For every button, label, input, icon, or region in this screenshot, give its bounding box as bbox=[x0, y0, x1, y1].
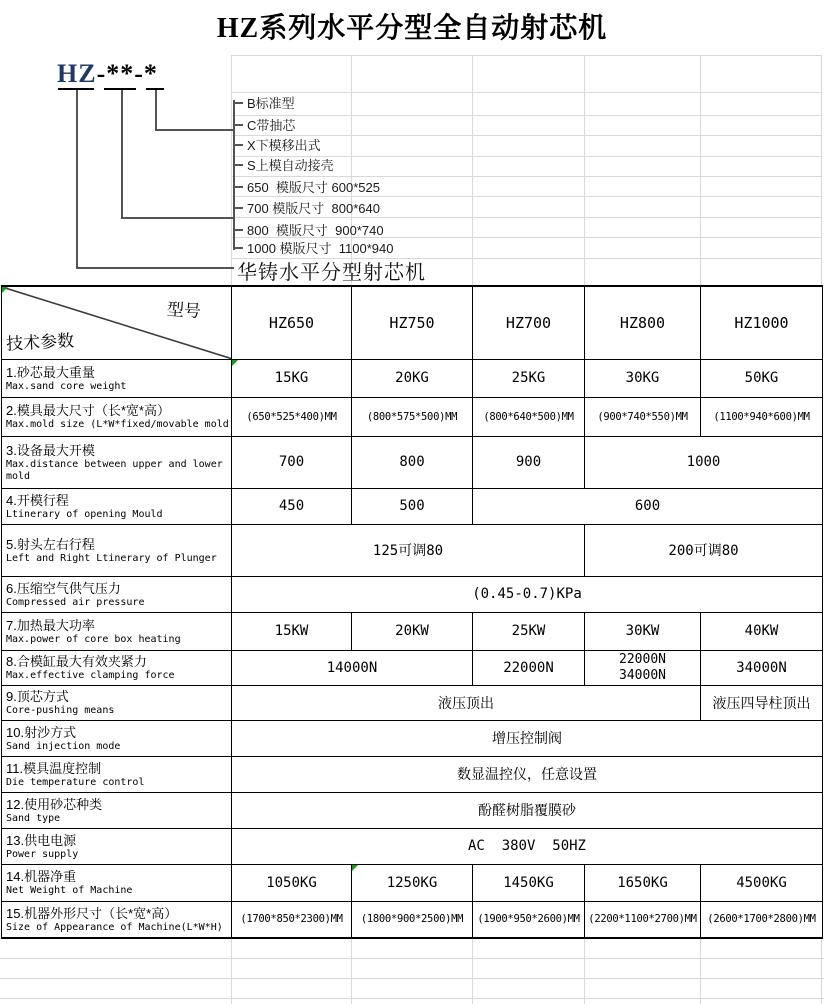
gridline-horizontal bbox=[231, 176, 822, 177]
cell-note-marker bbox=[2, 287, 8, 293]
type-branch-label: X下模移出式 bbox=[247, 138, 321, 153]
gridline-horizontal bbox=[231, 196, 822, 197]
row-label-cell[interactable] bbox=[2, 756, 232, 792]
row-label-cell[interactable] bbox=[2, 359, 232, 397]
type-branch-label: B标准型 bbox=[247, 96, 295, 111]
spec-value-cell[interactable]: 200可调80 bbox=[585, 524, 823, 576]
spec-value-line: 34000N bbox=[619, 667, 666, 683]
spec-value-cell[interactable]: 1000 bbox=[585, 436, 823, 488]
gridline-horizontal bbox=[0, 978, 824, 979]
size-branch-label: 800 模版尺寸 900*740 bbox=[247, 223, 384, 238]
spec-value-cell[interactable] bbox=[585, 650, 701, 685]
spec-value-cell[interactable]: 30KG bbox=[585, 359, 701, 397]
spec-value-cell[interactable]: 30KW bbox=[585, 612, 701, 650]
spec-value-cell[interactable]: (2600*1700*2800)MM bbox=[701, 901, 823, 938]
row-label-en: Size of Appearance of Machine(L*W*H) bbox=[6, 921, 223, 933]
row-label-zh: 4.开模行程 bbox=[6, 492, 69, 508]
row-label-en: Max.mold size (L*W*fixed/movable mold bbox=[6, 419, 229, 430]
page-title: HZ系列水平分型全自动射芯机 bbox=[216, 13, 608, 44]
row-label-cell[interactable] bbox=[2, 397, 232, 436]
row-label-en: Sand injection mode bbox=[6, 740, 121, 752]
spec-value-cell[interactable]: 50KG bbox=[701, 359, 823, 397]
row-label-cell[interactable] bbox=[2, 576, 232, 612]
spec-value-cell[interactable]: 20KG bbox=[352, 359, 473, 397]
connector-line bbox=[233, 100, 235, 250]
row-label-zh: 12.使用砂芯种类 bbox=[6, 796, 103, 812]
spec-value-cell[interactable]: 增压控制阀 bbox=[232, 720, 823, 756]
spec-value-cell[interactable]: 25KG bbox=[473, 359, 585, 397]
row-label-en: Max.power of core box heating bbox=[6, 633, 181, 645]
table-row bbox=[2, 901, 823, 938]
spec-value-cell[interactable]: 1450KG bbox=[473, 864, 585, 901]
row-label-en: Max.effective clamping force bbox=[6, 670, 175, 681]
spec-value-cell[interactable]: 25KW bbox=[473, 612, 585, 650]
row-label-cell[interactable] bbox=[2, 828, 232, 864]
row-label-en: Power supply bbox=[6, 848, 79, 860]
branch-tick bbox=[233, 229, 243, 231]
branch-tick bbox=[233, 144, 243, 146]
spec-value-cell[interactable]: (1800*900*2500)MM bbox=[352, 901, 473, 938]
connector-line bbox=[121, 217, 235, 219]
gridline-horizontal bbox=[231, 217, 822, 218]
cell-note-marker bbox=[352, 865, 358, 871]
column-header-hz650[interactable]: HZ650 bbox=[232, 286, 352, 359]
table-row bbox=[2, 524, 823, 576]
row-label-en: Sand type bbox=[6, 812, 61, 824]
spec-value-cell[interactable]: 14000N bbox=[232, 650, 473, 685]
table-row bbox=[2, 650, 823, 685]
gridline-vertical bbox=[584, 939, 585, 1004]
spec-value-cell[interactable]: 500 bbox=[352, 488, 473, 524]
spec-value-cell[interactable]: 1050KG bbox=[232, 864, 352, 901]
branch-tick bbox=[233, 164, 243, 166]
branch-tick bbox=[233, 102, 243, 104]
corner-label-params: 技术参数 bbox=[5, 330, 75, 354]
spec-value-cell[interactable]: 34000N bbox=[701, 650, 823, 685]
row-label-zh: 3.设备最大开模 bbox=[6, 442, 95, 458]
row-label-zh: 1.砂芯最大重量 bbox=[6, 364, 95, 380]
corner-label-model: 型号 bbox=[166, 299, 202, 322]
gridline-horizontal bbox=[0, 998, 824, 999]
table-row bbox=[2, 828, 823, 864]
gridline-vertical bbox=[584, 55, 585, 285]
row-label-zh: 2.模具最大尺寸（长*宽*高） bbox=[6, 403, 170, 418]
spec-value-cell[interactable]: 液压顶出 bbox=[232, 685, 701, 720]
table-row bbox=[2, 488, 823, 524]
size-branch-label: 700 模版尺寸 800*640 bbox=[247, 201, 380, 216]
column-header-hz750[interactable]: HZ750 bbox=[352, 286, 473, 359]
gridline-vertical bbox=[821, 939, 822, 1004]
spec-value-cell[interactable]: 酚醛树脂覆膜砂 bbox=[232, 792, 823, 828]
gridline-horizontal bbox=[231, 55, 822, 56]
table-row bbox=[2, 720, 823, 756]
row-label-en: Max.distance between upper and lower mold bbox=[6, 458, 223, 482]
gridline-vertical bbox=[351, 939, 352, 1004]
column-header-hz1000[interactable]: HZ1000 bbox=[701, 286, 823, 359]
row-label-en: Left and Right Ltinerary of Plunger bbox=[6, 552, 217, 564]
row-label-zh: 9.顶芯方式 bbox=[6, 689, 69, 704]
spec-value-cell[interactable]: (900*740*550)MM bbox=[585, 397, 701, 436]
row-label-en: Die temperature control bbox=[6, 776, 145, 788]
spec-value-cell[interactable]: 1650KG bbox=[585, 864, 701, 901]
row-label-cell[interactable] bbox=[2, 436, 232, 488]
spec-value-cell[interactable]: 4500KG bbox=[701, 864, 823, 901]
table-row bbox=[2, 436, 823, 488]
spec-value-cell[interactable]: 600 bbox=[473, 488, 823, 524]
row-label-zh: 15.机器外形尺寸（长*宽*高） bbox=[6, 905, 178, 921]
branch-tick bbox=[233, 124, 243, 126]
row-label-cell[interactable] bbox=[2, 720, 232, 756]
spec-value-cell[interactable]: 20KW bbox=[352, 612, 473, 650]
spec-table bbox=[1, 285, 823, 939]
row-label-en: Core-pushing means bbox=[6, 705, 115, 716]
spec-value-cell[interactable]: (1900*950*2600)MM bbox=[473, 901, 585, 938]
spec-value-cell[interactable]: (800*640*500)MM bbox=[473, 397, 585, 436]
table-row bbox=[2, 612, 823, 650]
spec-value-cell[interactable]: 数显温控仪，任意设置 bbox=[232, 756, 823, 792]
column-header-hz800[interactable]: HZ800 bbox=[585, 286, 701, 359]
row-label-cell[interactable] bbox=[2, 488, 232, 524]
table-row bbox=[2, 864, 823, 901]
spec-value-cell[interactable]: 800 bbox=[352, 436, 473, 488]
row-label-en: Max.sand core weight bbox=[6, 380, 127, 392]
cell-note-marker bbox=[232, 360, 238, 366]
series-name-label: 华铸水平分型射芯机 bbox=[237, 262, 426, 284]
row-label-en: Compressed air pressure bbox=[6, 596, 145, 608]
row-label-cell[interactable] bbox=[2, 612, 232, 650]
spec-value-cell[interactable]: (1100*940*600)MM bbox=[701, 397, 823, 436]
spec-value-cell[interactable]: (2200*1100*2700)MM bbox=[585, 901, 701, 938]
row-label-en: Net Weight of Machine bbox=[6, 885, 133, 896]
gridline-vertical bbox=[231, 55, 232, 285]
spec-value-cell[interactable]: 1250KG bbox=[352, 864, 473, 901]
row-label-zh: 8.合模缸最大有效夹紧力 bbox=[6, 654, 147, 669]
spec-value-cell[interactable]: 125可调80 bbox=[232, 524, 585, 576]
connector-line bbox=[155, 90, 157, 131]
row-label-zh: 14.机器净重 bbox=[6, 869, 77, 884]
branch-tick bbox=[233, 186, 243, 188]
table-row bbox=[2, 397, 823, 436]
row-label-cell[interactable] bbox=[2, 864, 232, 901]
gridline-horizontal bbox=[231, 92, 822, 93]
type-branch-label: C带抽芯 bbox=[247, 118, 296, 133]
type-branch-label: S上模自动接壳 bbox=[247, 158, 334, 173]
table-header-row bbox=[2, 286, 823, 359]
table-row bbox=[2, 576, 823, 612]
table-row bbox=[2, 792, 823, 828]
spec-value-cell[interactable]: (650*525*400)MM bbox=[232, 397, 352, 436]
row-label-zh: 11.模具温度控制 bbox=[6, 760, 102, 776]
model-code bbox=[57, 59, 158, 89]
row-label-zh: 6.压缩空气供气压力 bbox=[6, 580, 121, 596]
gridline-horizontal bbox=[231, 115, 822, 116]
row-label-zh: 13.供电电源 bbox=[6, 832, 77, 848]
row-label-cell[interactable] bbox=[2, 792, 232, 828]
spec-value-cell[interactable]: 液压四导柱顶出 bbox=[701, 685, 823, 720]
gridline-vertical bbox=[231, 939, 232, 1004]
row-label-cell[interactable] bbox=[2, 524, 232, 576]
row-label-cell[interactable] bbox=[2, 901, 232, 938]
spec-value-cell[interactable]: 15KG bbox=[232, 359, 352, 397]
table-row bbox=[2, 359, 823, 397]
spec-value-cell[interactable]: 450 bbox=[232, 488, 352, 524]
spec-value-cell[interactable]: 40KW bbox=[701, 612, 823, 650]
size-branch-label: 1000 模版尺寸 1100*940 bbox=[247, 241, 394, 256]
column-header-hz700[interactable]: HZ700 bbox=[473, 286, 585, 359]
spec-value-cell[interactable]: AC 380V 50HZ bbox=[232, 828, 823, 864]
row-label-en: Ltinerary of opening Mould bbox=[6, 508, 163, 520]
table-row bbox=[2, 685, 823, 720]
spec-value-cell[interactable]: 15KW bbox=[232, 612, 352, 650]
spec-value-cell[interactable]: (0.45-0.7)KPa bbox=[232, 576, 823, 612]
spec-value-line: 22000N bbox=[619, 651, 666, 667]
branch-tick bbox=[233, 207, 243, 209]
branch-tick bbox=[233, 247, 243, 249]
gridline-vertical bbox=[472, 939, 473, 1004]
table-row bbox=[2, 756, 823, 792]
connector-line bbox=[76, 90, 78, 269]
spec-value-cell[interactable]: (1700*850*2300)MM bbox=[232, 901, 352, 938]
gridline-horizontal bbox=[0, 958, 824, 959]
spec-value-cell[interactable]: 900 bbox=[473, 436, 585, 488]
gridline-vertical bbox=[700, 55, 701, 285]
gridline-horizontal bbox=[231, 156, 822, 157]
spec-value-cell[interactable]: (800*575*500)MM bbox=[352, 397, 473, 436]
connector-line bbox=[155, 129, 235, 131]
model-code-suffix: -**-* bbox=[96, 59, 158, 88]
model-code-underline bbox=[104, 88, 136, 90]
row-label-zh: 10.射沙方式 bbox=[6, 724, 77, 740]
row-label-cell[interactable] bbox=[2, 685, 232, 720]
model-code-prefix: HZ bbox=[57, 59, 97, 88]
row-label-cell[interactable] bbox=[2, 650, 232, 685]
connector-line bbox=[121, 90, 123, 219]
connector-line bbox=[76, 267, 234, 269]
row-label-zh: 7.加热最大功率 bbox=[6, 617, 95, 633]
size-branch-label: 650 模版尺寸 600*525 bbox=[247, 180, 380, 195]
gridline-vertical bbox=[700, 939, 701, 1004]
row-label-zh: 5.射头左右行程 bbox=[6, 536, 95, 552]
gridline-vertical bbox=[821, 55, 822, 285]
gridline-horizontal bbox=[231, 135, 822, 136]
spec-value-cell[interactable]: 22000N bbox=[473, 650, 585, 685]
table-corner-cell[interactable] bbox=[2, 286, 232, 359]
spec-value-cell[interactable]: 700 bbox=[232, 436, 352, 488]
